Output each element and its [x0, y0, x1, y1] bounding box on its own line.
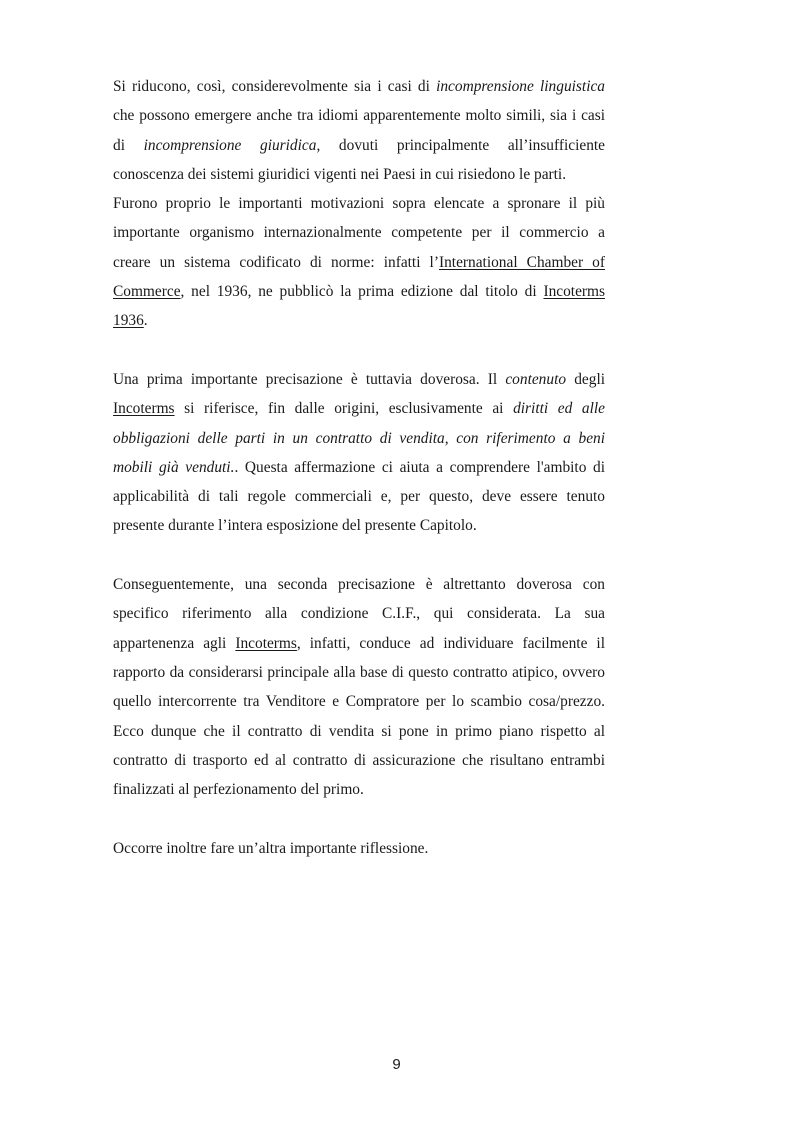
- paragraph-1: [113, 72, 605, 189]
- text-run: , dovuti principalmente all’insufficiente conoscenza dei sistemi giuridici vigenti nei Paesi in cui risiedono le parti.: [113, 136, 605, 183]
- text-run: , infatti, conduce ad individuare facilmente il rapporto da considerarsi principale alla base di questo contratto atipico, ovvero quello intercorrente tra Venditore e Compratore per lo scambio cosa/prezzo. Ecco dunque che il contratto di vendita si pone in primo piano rispetto al contratto di trasporto ed al contratto di assicurazione che risultano entrambi finalizzati al perfezionamento del primo.: [113, 634, 605, 799]
- underlined-term-incoterms: Incoterms: [235, 634, 297, 652]
- body-text: [113, 72, 605, 863]
- text-run: Si riducono, così, considerevolmente sia i casi di: [113, 78, 437, 95]
- paragraph-3: [113, 365, 605, 541]
- paragraph-gap: [113, 336, 605, 365]
- text-run: che possono emergere anche tra idiomi apparentemente molto simili, sia i casi di: [113, 107, 605, 154]
- text-run: .: [143, 312, 148, 330]
- text-run: . Questa affermazione ci aiuta a comprendere l'ambito di applicabilità di tali regole commerciali e, per questo, deve essere tenuto presente durante l’intera esposizione del presente Capitolo.: [113, 458, 605, 535]
- paragraph-2: [113, 189, 605, 335]
- text-run: Conseguentemente, una seconda precisazione è altrettanto doverosa con specifico riferimento alla condizione C.I.F., qui considerata. La sua appartenenza agli: [113, 576, 605, 652]
- paragraph-gap: [113, 804, 605, 833]
- text-run: Una prima importante precisazione è tuttavia doverosa. Il: [113, 370, 506, 388]
- text-run: Furono proprio le importanti motivazioni sopra elencate a spronare il più importante organismo internazionalmente competente per il commercio a creare un sistema codificato di norme: infatti l’: [113, 195, 605, 271]
- text-run: Occorre inoltre fare un’altra importante riflessione.: [113, 839, 429, 857]
- text-run: , nel 1936, ne pubblicò la prima edizione dal titolo di: [180, 283, 544, 301]
- underlined-term-incoterms: Incoterms: [113, 400, 175, 418]
- page-number: 9: [392, 1056, 401, 1073]
- paragraph-5: [113, 834, 605, 863]
- paragraph-4: [113, 570, 605, 804]
- italic-phrase: diritti ed alle obbligazioni delle parti in un contratto di vendita, con riferimento a beni mobili già venduti.: [113, 400, 605, 476]
- italic-term: contenuto: [505, 370, 567, 388]
- italic-term: incomprensione linguistica: [436, 78, 605, 95]
- underlined-term-icc: International Chamber of Commerce: [113, 253, 605, 301]
- text-run: si riferisce, fin dalle origini, esclusivamente ai: [174, 400, 514, 418]
- underlined-term-incoterms-1936: Incoterms 1936: [113, 283, 605, 330]
- paragraph-gap: [113, 541, 605, 570]
- italic-term: incomprensione giuridica: [143, 136, 317, 154]
- text-run: degli: [566, 370, 605, 388]
